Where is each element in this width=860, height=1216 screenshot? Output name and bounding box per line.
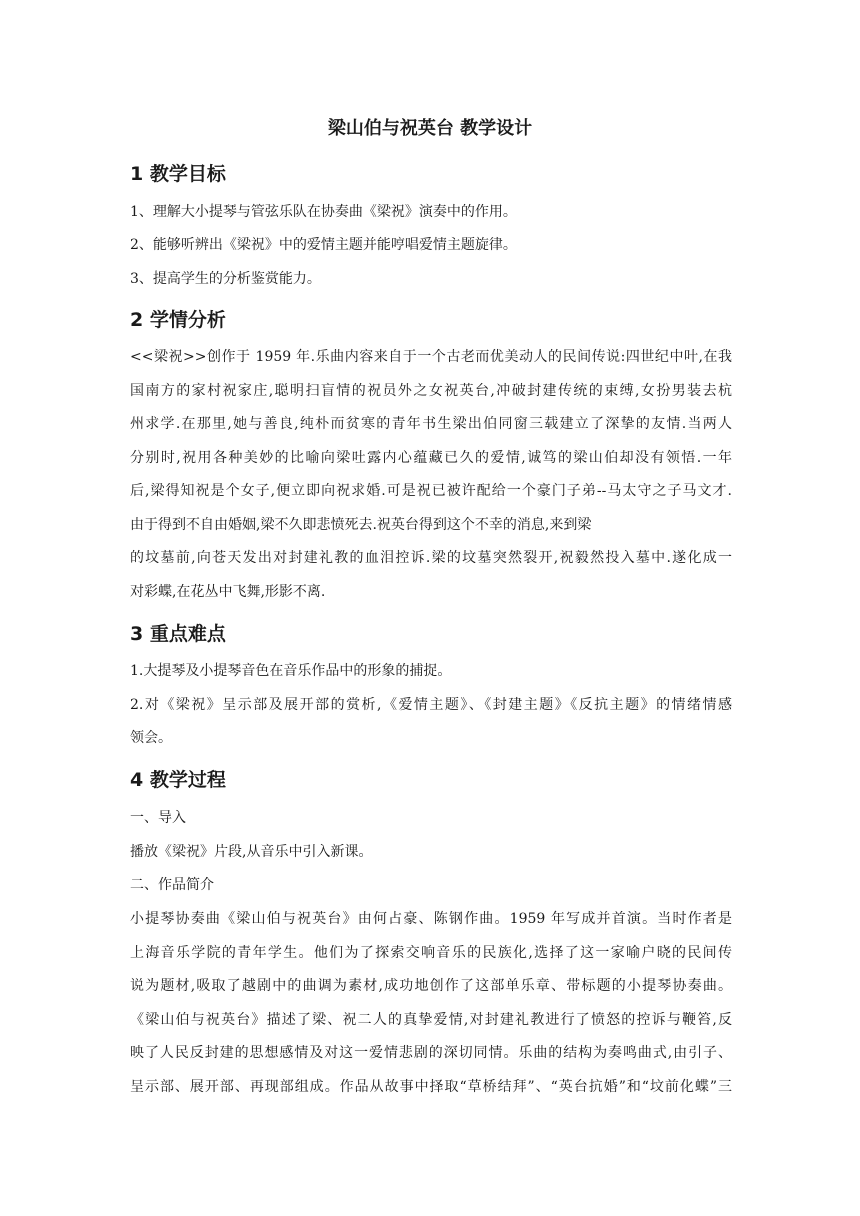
paragraph-line: 《梁山伯与祝英台》描述了梁、祝二人的真挚爱情,对封建礼教进行了愤怒的控诉与鞭笞,反 (130, 1012, 732, 1028)
paragraph-line: 的坟墓前,向苍天发出对封建礼教的血泪控诉.梁的坟墓突然裂开,祝毅然投入墓中.遂化成一 (130, 550, 732, 566)
paragraph-line: 2、能够听辨出《梁祝》中的爱情主题并能哼唱爱情主题旋律。 (130, 237, 517, 253)
paragraph-line: 分别时,祝用各种美妙的比喻向梁吐露内心蕴藏已久的爱情,诚笃的梁山伯却没有领悟.一年 (130, 450, 732, 466)
paragraph-line: <<梁祝>>创作于 1959 年.乐曲内容来自于一个古老而优美动人的民间传说:四世纪中叶,在我 (130, 349, 732, 365)
paragraph-line: 3、提高学生的分析鉴赏能力。 (130, 271, 321, 287)
paragraph-line: 领会。 (130, 730, 172, 746)
paragraph-line: 映了人民反封建的思想感情及对这一爱情悲剧的深切同情。乐曲的结构为奏鸣曲式,由引子、 (130, 1045, 732, 1061)
paragraph-line: 2.对《梁祝》呈示部及展开部的赏析,《爱情主题》、《封建主题》《反抗主题》的情绪情感 (130, 697, 732, 713)
heading-learner-analysis: 2 学情分析 (130, 309, 226, 331)
paragraph-line: 呈示部、展开部、再现部组成。作品从故事中择取“草桥结拜”、“英台抗婚”和“坟前化蝶”三 (130, 1079, 732, 1095)
paragraph-line: 一、导入 (130, 810, 186, 826)
paragraph-line: 国南方的家村祝家庄,聪明扫盲情的祝员外之女祝英台,冲破封建传统的束缚,女扮男装去杭 (130, 383, 732, 399)
paragraph-line: 播放《梁祝》片段,从音乐中引入新课。 (130, 844, 373, 860)
paragraph-line: 1、理解大小提琴与管弦乐队在协奏曲《梁祝》演奏中的作用。 (130, 204, 517, 220)
paragraph-line: 州求学.在那里,她与善良,纯朴而贫寒的青年书生梁出伯同窗三载建立了深挚的友情.当两人 (130, 416, 732, 432)
document-title: 梁山伯与祝英台 教学设计 (327, 118, 533, 139)
heading-teaching-process: 4 教学过程 (130, 769, 226, 791)
heading-key-difficulties: 3 重点难点 (130, 623, 226, 645)
paragraph-line: 上海音乐学院的青年学生。他们为了探索交响音乐的民族化,选择了这一家喻户晓的民间传 (130, 945, 732, 961)
paragraph-line: 小提琴协奏曲《梁山伯与祝英台》由何占豪、陈钢作曲。1959 年写成并首演。当时作者是 (130, 911, 732, 927)
paragraph-line: 二、作品简介 (130, 877, 214, 893)
paragraph-line: 说为题材,吸取了越剧中的曲调为素材,成功地创作了这部单乐章、带标题的小提琴协奏曲。 (130, 978, 732, 994)
paragraph-line: 由于得到不自由婚姻,梁不久即悲愤死去.祝英台得到这个不幸的消息,来到梁 (130, 517, 592, 533)
heading-teaching-goals: 1 教学目标 (130, 163, 226, 185)
paragraph-line: 后,梁得知祝是个女子,便立即向祝求婚.可是祝已被许配给一个豪门子弟--马太守之子马文才. (130, 483, 732, 499)
paragraph-line: 对彩蝶,在花丛中飞舞,形影不离. (130, 584, 326, 600)
paragraph-line: 1.大提琴及小提琴音色在音乐作品中的形象的捕捉。 (130, 663, 452, 679)
